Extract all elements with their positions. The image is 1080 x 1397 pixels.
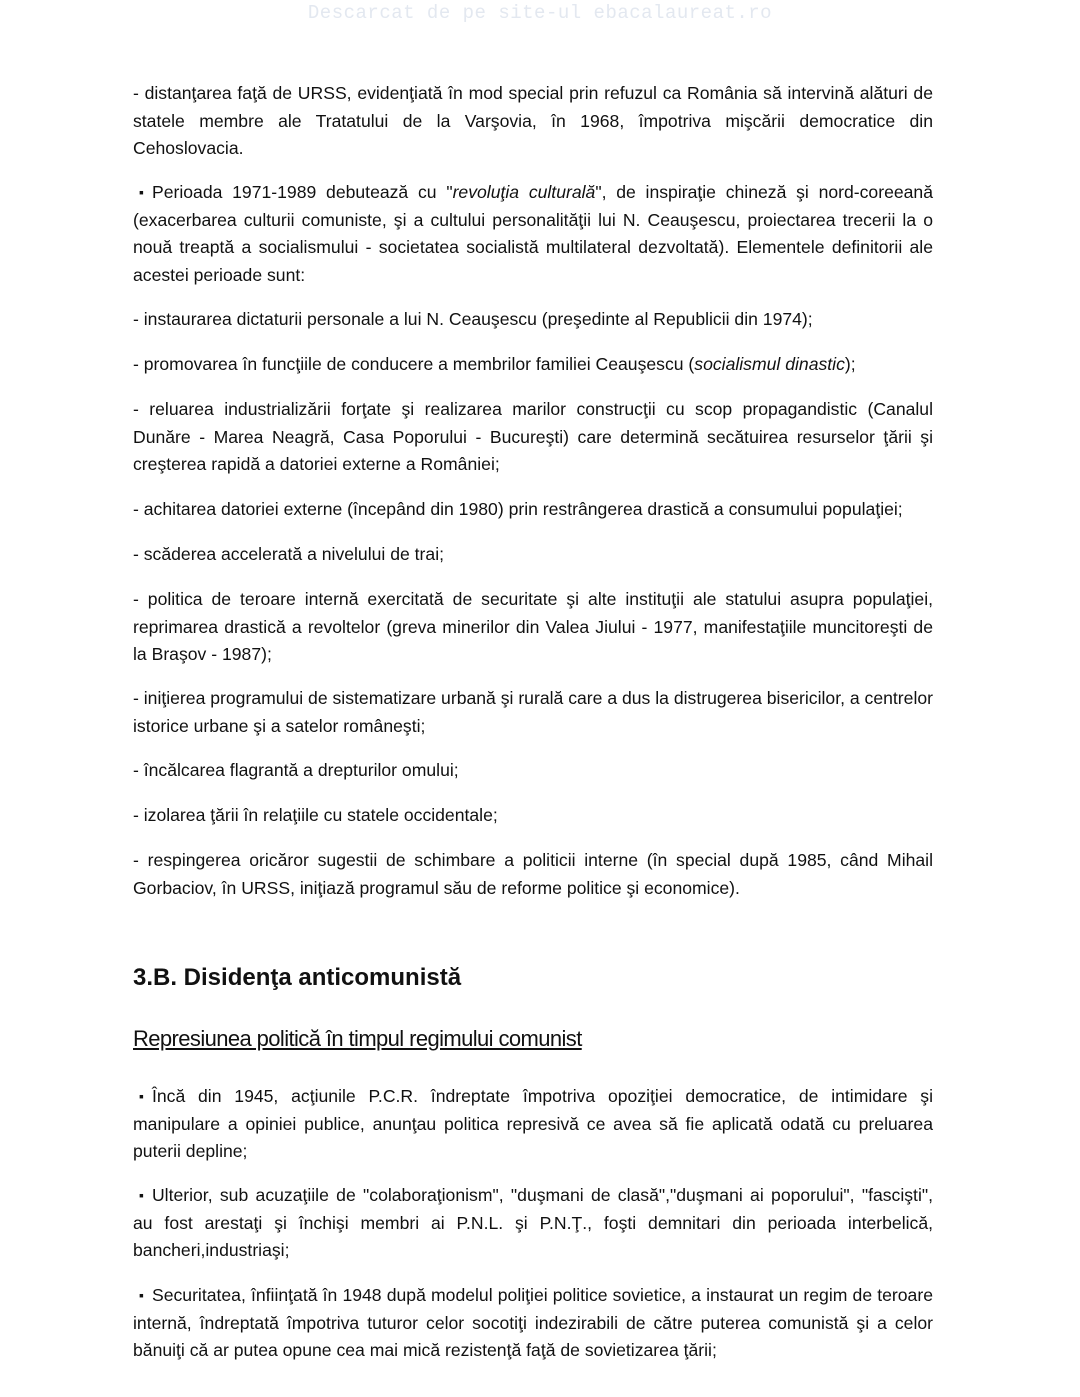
bullet-icon [133, 182, 152, 202]
paragraph-ulterior: ▪ Ulterior, sub acuzaţiile de "colaboraţionism", "duşmani de clasă","duşmani ai poporului", "fascişti", au fost arestaţi şi închişi membri ai P.N.L. şi P.N.Ţ., foşti demnitari din perioada interbelică, bancheri,industriaşi; [133, 1182, 933, 1265]
list-item-nivel-trai: - scăderea accelerată a nivelului de trai; [133, 544, 444, 564]
list-item-dictatura: - instaurarea dictaturii personale a lui N. Ceauşescu (preşedinte al Republicii din 1974); [133, 309, 813, 329]
bullet-icon [133, 1185, 152, 1205]
watermark: Descarcat de pe site-ul ebacalaureat.ro [307, 2, 773, 24]
paragraph-securitatea: ▪ Securitatea, înfiinţată în 1948 după modelul poliţiei politice sovietice, a instaurat un regim de teroare internă, îndreptată împotriva tuturor celor socotiţi indezirabili de către puterea comunistă şi a celor bănuiţi că ar putea opune cea mai mică rezistenţă faţă de sovietizarea ţării; [133, 1282, 933, 1365]
list-item-izolare: - izolarea ţării în relaţiile cu statele occidentale; [133, 805, 498, 825]
list-item-sistematizare: - iniţierea programului de sistematizare urbană şi rurală care a dus la distrugerea bisericilor, a centrelor istorice urbane şi a satelor româneşti; [133, 688, 933, 736]
list-item-teroare: - politica de teroare internă exercitată de securitate şi alte instituţii ale statului asupra populaţiei, reprimarea drastică a revoltelor (greva minerilor din Valea Jiului - 1977, manifestaţiile muncitoreşti de la Braşov - 1987); [133, 589, 933, 664]
list-item-industrializare: - reluarea industrializării forţate şi realizarea marilor construcţii cu scop propagandistic (Canalul Dunăre - Marea Neagră, Casa Poporului - Bucureşti) care determină secătuirea resurselor ţării şi creşterea rapidă a datoriei externe a României; [133, 399, 933, 474]
bullet-icon [133, 1285, 152, 1305]
section-heading: 3.B. Disidenţa anticomunistă [133, 964, 462, 991]
subsection-heading: Represiunea politică în timpul regimului comunist [133, 1026, 582, 1051]
list-item-socialism-dinastic: - promovarea în funcţiile de conducere a membrilor familiei Ceauşescu (socialismul dinastic); [133, 354, 856, 374]
paragraph-distantarea: - distanţarea faţă de URSS, evidenţiată în mod special prin refuzul ca România să intervină alături de statele membre ale Tratatului de la Varşovia, în 1968, împotriva mişcării democratice din Cehoslovacia. [133, 83, 933, 158]
list-item-datorie-externa: - achitarea datoriei externe (începând din 1980) prin restrângerea drastică a consumului populaţiei; [133, 499, 903, 519]
list-item-drepturi-omului: - încălcarea flagrantă a drepturilor omului; [133, 760, 459, 780]
paragraph-1945: ▪ Încă din 1945, acţiunile P.C.R. îndreptate împotriva opoziţiei democratice, de intimidare şi manipulare a opiniei publice, anunţau politica represivă ce avea să fie aplicată odată cu preluarea puterii depline; [133, 1083, 933, 1166]
list-item-respingerea-reformelor: - respingerea oricăror sugestii de schimbare a politicii interne (în special după 1985, când Mihail Gorbaciov, în URSS, iniţiază programul său de reforme politice şi economice). [133, 850, 933, 898]
paragraph-perioada-1971-1989: ▪ Perioada 1971-1989 debutează cu "revoluţia culturală", de inspiraţie chineză şi nord-coreeană (exacerbarea culturii comuniste, şi a cultului personalităţii lui N. Ceauşescu, proiectarea trecerii la o nouă treaptă a socialismului - societatea socialistă multilateral dezvoltată). Elementele definitorii ale acestei perioade sunt: [133, 179, 933, 289]
bullet-icon [133, 1086, 152, 1106]
